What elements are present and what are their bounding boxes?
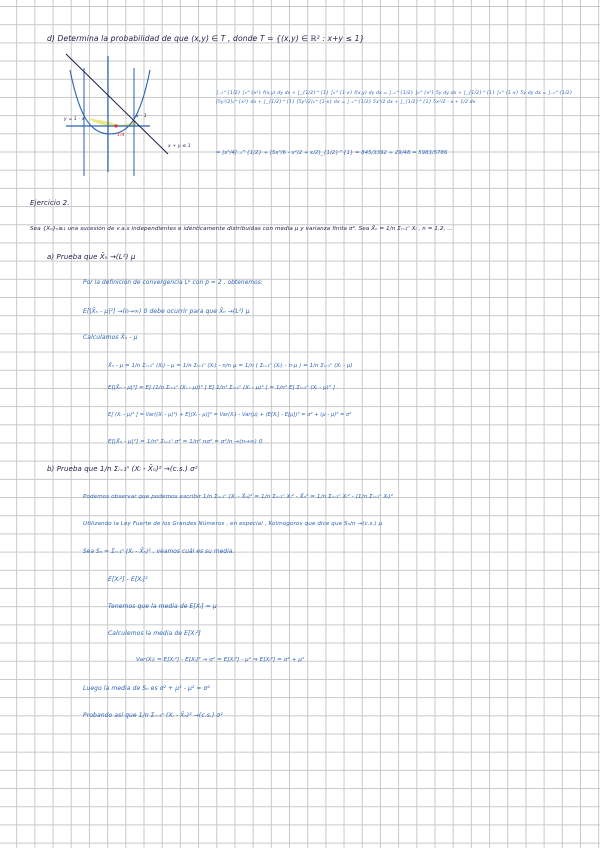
line-x-plus-y xyxy=(66,54,168,154)
part-a-line3: Calculamos X̄ₙ - μ xyxy=(83,334,138,341)
graph-label-boundary: x + y ≤ 1 xyxy=(168,144,191,149)
part-b-line1: Podemos observar que podemos escribir 1/n Σᵢ₌₁ⁿ (Xᵢ - X̄ₙ)² = 1/n Σᵢ₌₁ⁿ Xᵢ² - X̄ₙ² = 1/n Σᵢ₌₁ⁿ Xᵢ² - (1/n Σᵢ₌₁ⁿ Xᵢ)² xyxy=(83,494,394,500)
part-a-line1: Por la definición de convergencia Lᵖ con p = 2 , obtenemos: xyxy=(83,280,263,286)
part-a-eq4: E[|X̄ₙ - μ|²] = 1/n² Σᵢ₌₁ⁿ σ² = 1/n² nσ² = σ²/n →(n→∞) 0 xyxy=(108,439,263,445)
graph-label-left: y = 1 - x xyxy=(64,117,85,122)
part-a-eq2: E[|X̄ₙ - μ|²] = E[ (1/n Σᵢ₌₁ⁿ (Xᵢ - μ))² ] E[ 1/n² Σᵢ₌₁ⁿ (Xᵢ - μ)² ] = 1/n² E[ Σᵢ₌₁ⁿ (Xᵢ - μ)² ] xyxy=(108,385,336,391)
intersection-point xyxy=(114,124,117,127)
integral-line-1: ∫₋₁^{1/2} ∫₀^{x²} f(x,y) dy dx + ∫_{1/2}^{1} ∫₀^{1-x} f(x,y) dy dx = ∫₋₁^{1/2} ∫₀^{x²} 5y dy dx + ∫_{1/2}^{1} ∫₀^{1-x} 5y dy dx = ∫₋₁^{1/2} [5y²/2]₀^{x²} dx + ∫_{1/2}^{1} [5y²/2]₀^{1-x} dx = ∫₋₁^{1/2} 5x⁴/2 dx + ∫_{1/2}^{1} 5x²/2 - x + 1/2 dx xyxy=(216,91,573,105)
part-b-line7: Var(Xᵢ) = E[Xᵢ²] - E[Xᵢ]² → σ² = E[Xᵢ²] - μ² ⇒ E[Xᵢ²] = σ² + μ² xyxy=(136,657,305,663)
part-b-title: b) Prueba que 1/n Σᵢ₌₁ⁿ (Xᵢ - X̄ₙ)² →(c.s.) σ² xyxy=(47,465,198,473)
shaded-region xyxy=(88,118,136,126)
graph-label-right: x - 1 xyxy=(136,114,147,119)
part-a-title: a) Prueba que X̄ₙ →(L²) μ xyxy=(47,253,136,261)
part-d-title: d) Determina la probabilidad de que (x,y) ∈ T , donde T = {(x,y) ∈ ℝ² : x+y ≤ 1} xyxy=(47,34,365,43)
part-b-line2: Utilizando la Ley Fuerte de los Grandes Números , en especial , Kolmogorov que dice que Sₙ/n →(c.s.) μ xyxy=(83,521,383,527)
part-b-line3: Sea Sₙ = Σᵢ₌₁ⁿ (Xᵢ - X̄ₙ)² , veamos cuál es su media. xyxy=(83,549,235,555)
part-a-eq1: X̄ₙ - μ = 1/n Σᵢ₌₁ⁿ (Xᵢ) - μ = 1/n Σᵢ₌₁ⁿ (Xᵢ) - n/n μ = 1/n ( Σᵢ₌₁ⁿ (Xᵢ) - n·μ ) = 1/n Σᵢ₌₁ⁿ (Xᵢ - μ) xyxy=(108,363,353,369)
part-b-line8: Luego la media de Sₙ es σ² + μ² - μ² = σ² xyxy=(83,685,210,692)
part-b-line4: E[Xᵢ²] - E[Xᵢ]² xyxy=(108,576,148,583)
part-b-line9: Probando así que 1/n Σᵢ₌₁ⁿ (Xᵢ - X̄ₙ)² →(c.s.) σ² xyxy=(83,712,223,719)
exercise2-statement: Sea {Xₙ}ₙ≥₁ una sucesión de v.a.s independientes e idénticamente distribuidas con media μ y varianza finita σ². Sea X̄ₙ = 1/n Σᵢ₌₁ⁿ Xᵢ , n = 1,2, ... xyxy=(30,226,454,232)
graph-label-point: 1/4 xyxy=(117,133,125,138)
part-a-eq3: E[ (Xᵢ - μ)² ] = Var((Xᵢ - μ)²) + E[(Xᵢ - μ)]² = Var(Xᵢ) - Var(μ) + (E[Xᵢ] - E[μ])² = σ² + (μ - μ)² = σ² xyxy=(108,412,352,418)
part-b-line6: Calculemos la media de E[Xᵢ²] xyxy=(108,630,201,637)
integral-line-2: = [x⁵/4]₋₁^{1/2} + [5x³/6 - x²/2 + x/2]_{1/2}^{1} = 845/3392 + 29/48 = 5983/5786 xyxy=(216,150,448,156)
exercise2-heading: Ejercicio 2. xyxy=(30,199,70,207)
part-b-line5: Tenemos que la media de E[Xᵢ] = μ xyxy=(108,603,217,610)
part-a-line2: E[|X̄ₙ - μ|²] →(n→∞) 0 debe ocurrir para que X̄ₙ →(L²) μ xyxy=(83,308,250,315)
